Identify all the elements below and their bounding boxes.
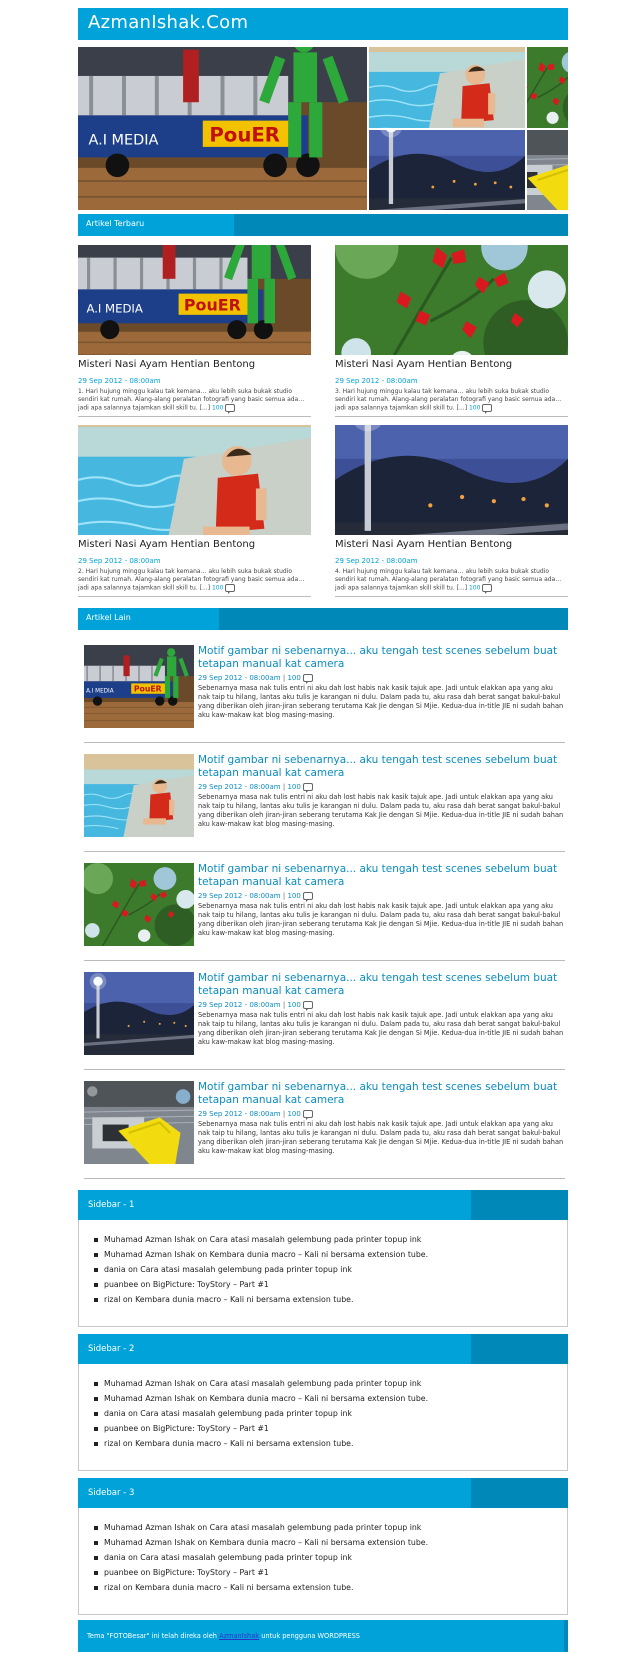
post-title[interactable]: Motif gambar ni sebenarnya... aku tengah test scenes sebelum buat tetapan manual kat camera [198, 645, 558, 670]
featured-thumbnail[interactable] [335, 425, 568, 535]
list-item[interactable]: Muhamad Azman Ishak on Cara atasi masalah gelembung pada printer topup ink [104, 1235, 428, 1250]
comment-bubble-icon[interactable] [303, 1110, 313, 1118]
list-item[interactable]: rizal on Kembara dunia macro – Kali ni bersama extension tube. [104, 1583, 428, 1598]
comment-count[interactable]: 100 [287, 1110, 301, 1118]
post-title[interactable]: Motif gambar ni sebenarnya... aku tengah test scenes sebelum buat tetapan manual kat camera [198, 863, 558, 888]
featured-excerpt: 4. Hari hujung minggu kalau tak kemana… aku lebih suka bukak studio sendiri kat rumah. Alang-alang peralatan fotografi yang basic semua ada…jadi apa salannya tajamkan skill skill tu. [...] 100 [335, 568, 562, 592]
comment-count[interactable]: 100 [287, 892, 301, 900]
featured-date: 29 Sep 2012 - 08:00am [78, 557, 161, 565]
featured-card[interactable] [335, 245, 568, 417]
list-item[interactable]: Muhamad Azman Ishak on Kembara dunia macro – Kali ni bersama extension tube. [104, 1394, 428, 1409]
sidebar-title: Sidebar - 1 [88, 1200, 135, 1210]
post-excerpt: Sebenarnya masa nak tulis entri ni aku dah lost habis nak kasik tajuk ape. Jadi untuk elakkan apa yang aku nak taip tu hilang, lantas aku tulis je karangan ni dulu. Dalam pada tu, aku rasa dah berat sangat bakul-bakul yang diberikan oleh jiran-jiran seberang terutama Kak Jie dengan Si Mjie. Kedua-dua in-title JIE ni sudah bahan aku kaw-makaw kat blog masing-masing. [198, 684, 564, 719]
hero-image-flowers[interactable] [527, 47, 568, 128]
featured-date: 29 Sep 2012 - 08:00am [78, 377, 161, 385]
list-item[interactable]: dania on Cara atasi masalah gelembung pada printer topup ink [104, 1265, 428, 1280]
featured-date: 29 Sep 2012 - 08:00am [335, 377, 418, 385]
comment-bubble-icon[interactable] [303, 674, 313, 682]
list-item[interactable]: rizal on Kembara dunia macro – Kali ni bersama extension tube. [104, 1295, 428, 1310]
post-thumbnail[interactable] [84, 1081, 194, 1164]
list-item[interactable] [84, 972, 565, 1072]
section-bar-other [78, 608, 568, 630]
sidebar-widget-1 [78, 1190, 568, 1327]
comment-bubble-icon[interactable] [303, 783, 313, 791]
list-item[interactable]: puanbee on BigPicture: ToyStory – Part #1 [104, 1424, 428, 1439]
list-item[interactable] [84, 754, 565, 854]
post-meta: 29 Sep 2012 - 08:00am | 100 [198, 783, 565, 791]
featured-title[interactable]: Misteri Nasi Ayam Hentian Bentong [335, 359, 513, 370]
post-excerpt: Sebenarnya masa nak tulis entri ni aku dah lost habis nak kasik tajuk ape. Jadi untuk elakkan apa yang aku nak taip tu hilang, lantas aku tulis je karangan ni dulu. Dalam pada tu, aku rasa dah berat sangat bakul-bakul yang diberikan oleh jiran-jiran seberang terutama Kak Jie dengan Si Mjie. Kedua-dua in-title JIE ni sudah bahan aku kaw-makaw kat blog masing-masing. [198, 1011, 564, 1046]
post-meta: 29 Sep 2012 - 08:00am | 100 [198, 892, 565, 900]
list-item[interactable]: puanbee on BigPicture: ToyStory – Part #1 [104, 1568, 428, 1583]
hero-image-pool[interactable] [369, 47, 525, 128]
featured-excerpt: 3. Hari hujung minggu kalau tak kemana… aku lebih suka bukak studio sendiri kat rumah. Alang-alang peralatan fotografi yang basic semua ada…jadi apa salannya tajamkan skill skill tu. [...] 100 [335, 388, 562, 412]
post-meta: 29 Sep 2012 - 08:00am | 100 [198, 1110, 565, 1118]
post-title[interactable]: Motif gambar ni sebenarnya... aku tengah test scenes sebelum buat tetapan manual kat camera [198, 1081, 558, 1106]
featured-date: 29 Sep 2012 - 08:00am [335, 557, 418, 565]
featured-excerpt: 1. Hari hujung minggu kalau tak kemana… aku lebih suka bukak studio sendiri kat rumah. Alang-alang peralatan fotografi yang basic semua ada…jadi apa salannya tajamkan skill skill tu. [...] 100 [78, 388, 305, 412]
sidebar-widget-3 [78, 1478, 568, 1615]
list-item[interactable]: rizal on Kembara dunia macro – Kali ni bersama extension tube. [104, 1439, 428, 1454]
hero-image-toy-truck[interactable] [78, 47, 367, 210]
comment-bubble-icon[interactable] [303, 892, 313, 900]
featured-excerpt: 2. Hari hujung minggu kalau tak kemana… aku lebih suka bukak studio sendiri kat rumah. Alang-alang peralatan fotografi yang basic semua ada…jadi apa salannya tajamkan skill skill tu. [...] 100 [78, 568, 305, 592]
site-title[interactable]: AzmanIshak.Com [88, 12, 249, 33]
comment-bubble-icon[interactable] [225, 584, 235, 592]
post-excerpt: Sebenarnya masa nak tulis entri ni aku dah lost habis nak kasik tajuk ape. Jadi untuk elakkan apa yang aku nak taip tu hilang, lantas aku tulis je karangan ni dulu. Dalam pada tu, aku rasa dah berat sangat bakul-bakul yang diberikan oleh jiran-jiran seberang terutama Kak Jie dengan Si Mjie. Kedua-dua in-title JIE ni sudah bahan aku kaw-makaw kat blog masing-masing. [198, 793, 564, 828]
post-thumbnail[interactable] [84, 645, 194, 728]
featured-title[interactable]: Misteri Nasi Ayam Hentian Bentong [78, 539, 256, 550]
sidebar-title: Sidebar - 3 [88, 1488, 135, 1498]
post-thumbnail[interactable] [84, 972, 194, 1055]
list-item[interactable]: Muhamad Azman Ishak on Cara atasi masalah gelembung pada printer topup ink [104, 1523, 428, 1538]
post-title[interactable]: Motif gambar ni sebenarnya... aku tengah test scenes sebelum buat tetapan manual kat camera [198, 754, 558, 779]
list-item[interactable]: Muhamad Azman Ishak on Cara atasi masalah gelembung pada printer topup ink [104, 1379, 428, 1394]
featured-thumbnail[interactable] [78, 245, 311, 355]
post-title[interactable]: Motif gambar ni sebenarnya... aku tengah test scenes sebelum buat tetapan manual kat camera [198, 972, 558, 997]
featured-card[interactable] [78, 425, 311, 597]
featured-card[interactable] [78, 245, 311, 417]
footer-credit: Tema "FOTOBesar" ini telah direka oleh AzmanIshak untuk pengguna WORDPRESS [87, 1632, 360, 1640]
post-thumbnail[interactable] [84, 863, 194, 946]
list-item[interactable]: Muhamad Azman Ishak on Kembara dunia macro – Kali ni bersama extension tube. [104, 1538, 428, 1553]
comment-bubble-icon[interactable] [225, 404, 235, 412]
footer-author-link[interactable]: AzmanIshak [219, 1632, 260, 1640]
sidebar-title: Sidebar - 2 [88, 1344, 135, 1354]
section-title-latest: Artikel Terbaru [86, 219, 145, 228]
hero-image-dusk[interactable] [369, 130, 525, 210]
comment-bubble-icon[interactable] [482, 584, 492, 592]
comment-count[interactable]: 100 [211, 584, 224, 592]
list-item[interactable] [84, 863, 565, 963]
sidebar-widget-2 [78, 1334, 568, 1471]
list-item[interactable]: puanbee on BigPicture: ToyStory – Part #1 [104, 1280, 428, 1295]
comment-count[interactable]: 100 [468, 404, 481, 412]
post-thumbnail[interactable] [84, 754, 194, 837]
post-excerpt: Sebenarnya masa nak tulis entri ni aku dah lost habis nak kasik tajuk ape. Jadi untuk elakkan apa yang aku nak taip tu hilang, lantas aku tulis je karangan ni dulu. Dalam pada tu, aku rasa dah berat sangat bakul-bakul yang diberikan oleh jiran-jiran seberang terutama Kak Jie dengan Si Mjie. Kedua-dua in-title JIE ni sudah bahan aku kaw-makaw kat blog masing-masing. [198, 902, 564, 937]
featured-title[interactable]: Misteri Nasi Ayam Hentian Bentong [335, 539, 513, 550]
post-meta: 29 Sep 2012 - 08:00am | 100 [198, 674, 565, 682]
site-footer [78, 1620, 568, 1652]
recent-comments-list [104, 1235, 428, 1310]
comment-count[interactable]: 100 [287, 1001, 301, 1009]
featured-thumbnail[interactable] [335, 245, 568, 355]
hero-gallery [78, 47, 568, 210]
comment-bubble-icon[interactable] [482, 404, 492, 412]
comment-count[interactable]: 100 [468, 584, 481, 592]
recent-comments-list [104, 1523, 428, 1598]
post-meta: 29 Sep 2012 - 08:00am | 100 [198, 1001, 565, 1009]
list-item[interactable] [84, 645, 565, 745]
featured-title[interactable]: Misteri Nasi Ayam Hentian Bentong [78, 359, 256, 370]
hero-image-cable[interactable] [527, 130, 568, 210]
featured-card[interactable] [335, 425, 568, 597]
recent-comments-list [104, 1379, 428, 1454]
section-title-other: Artikel Lain [86, 613, 131, 622]
list-item[interactable]: dania on Cara atasi masalah gelembung pada printer topup ink [104, 1553, 428, 1568]
comment-count[interactable]: 100 [287, 674, 301, 682]
comment-count[interactable]: 100 [211, 404, 224, 412]
section-bar-latest [78, 214, 568, 236]
post-excerpt: Sebenarnya masa nak tulis entri ni aku dah lost habis nak kasik tajuk ape. Jadi untuk elakkan apa yang aku nak taip tu hilang, lantas aku tulis je karangan ni dulu. Dalam pada tu, aku rasa dah berat sangat bakul-bakul yang diberikan oleh jiran-jiran seberang terutama Kak Jie dengan Si Mjie. Kedua-dua in-title JIE ni sudah bahan aku kaw-makaw kat blog masing-masing. [198, 1120, 564, 1155]
comment-bubble-icon[interactable] [303, 1001, 313, 1009]
featured-thumbnail[interactable] [78, 425, 311, 535]
list-item[interactable] [84, 1081, 565, 1181]
comment-count[interactable]: 100 [287, 783, 301, 791]
list-item[interactable]: dania on Cara atasi masalah gelembung pada printer topup ink [104, 1409, 428, 1424]
list-item[interactable]: Muhamad Azman Ishak on Kembara dunia macro – Kali ni bersama extension tube. [104, 1250, 428, 1265]
site-header [78, 8, 568, 40]
